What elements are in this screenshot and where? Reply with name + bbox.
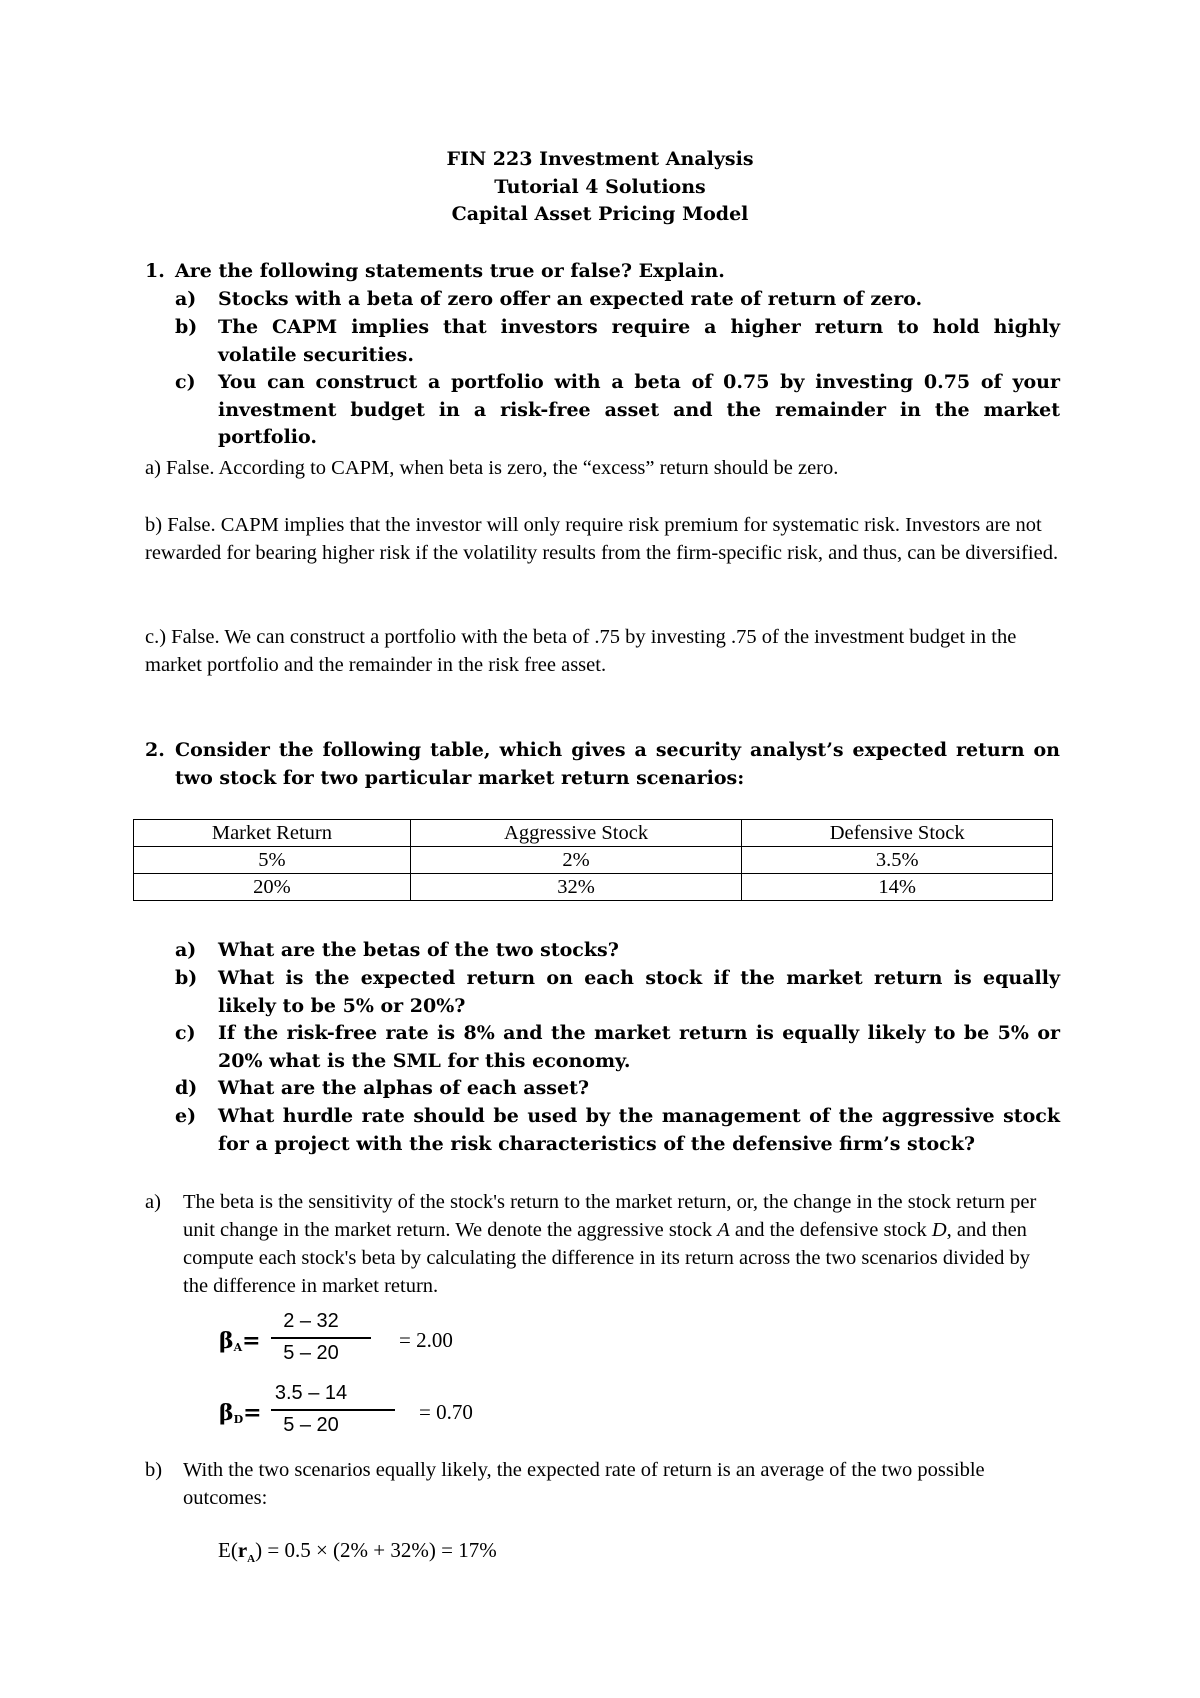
table-header-row [134, 820, 1053, 847]
topic-title: Capital Asset Pricing Model [451, 203, 749, 225]
answer-1b: b) False. CAPM implies that the investor will only require risk premium for systematic risk. Investors are not rewarded for bearing higher risk if the volatility results from the firm-specific risk, and thus, can be diversified. [145, 514, 1059, 564]
question-number: 1. [145, 260, 165, 282]
answer-label: b) [145, 1459, 163, 1481]
beta-a-fraction-bar [271, 1337, 371, 1339]
formula-part: ) = 0.5 × (2% + 32%) = 17% [255, 1538, 497, 1562]
beta-a-numerator: 2 – 32 [283, 1310, 339, 1332]
item-label: e) [175, 1105, 197, 1127]
table-cell: 20% [134, 874, 411, 901]
question-number: 2. [145, 739, 165, 761]
table-cell: 32% [410, 874, 742, 901]
table-cell: 2% [410, 847, 742, 874]
item-text: What is the expected return on each stock if the market return is equally likely to be 5% or 20%? [218, 967, 1060, 1017]
answer-text [183, 1188, 1060, 1300]
table-cell: 5% [134, 847, 411, 874]
beta-a-result: = 2.00 [399, 1328, 453, 1352]
beta-d-numerator: 3.5 – 14 [274, 1382, 348, 1404]
beta-subscript: D [233, 1413, 244, 1426]
beta-d-label [219, 1400, 262, 1426]
beta-a-denominator: 5 – 20 [283, 1342, 339, 1364]
question-text: Are the following statements true or false? Explain. [175, 260, 725, 282]
table-row [134, 847, 1053, 874]
table-header-cell: Aggressive Stock [410, 820, 742, 847]
expected-return-formula [218, 1538, 497, 1565]
equals-sign: = [243, 1400, 262, 1426]
answer-text-part: and the defensive stock [729, 1219, 932, 1241]
item-text: The CAPM implies that investors require a higher return to hold highly volatile securities. [218, 316, 1060, 366]
item-label: a) [175, 288, 197, 310]
beta-subscript: A [233, 1341, 243, 1354]
beta-symbol: β [219, 1400, 234, 1426]
document-header [0, 146, 1200, 229]
answer-text: With the two scenarios equally likely, the expected rate of return is an average of the two possible outcomes: [183, 1459, 985, 1509]
equals-sign: = [242, 1328, 261, 1354]
tutorial-title: Tutorial 4 Solutions [494, 175, 706, 198]
answer-1a: a) False. According to CAPM, when beta is zero, the “excess” return should be zero. [145, 457, 839, 479]
item-label: c) [175, 371, 196, 393]
item-text: What are the alphas of each asset? [218, 1077, 589, 1099]
beta-d-denominator: 5 – 20 [283, 1414, 339, 1436]
item-text: If the risk-free rate is 8% and the market return is equally likely to be 5% or 20% what is the SML for this economy. [218, 1022, 1060, 1072]
beta-symbol: β [219, 1328, 234, 1354]
stock-a-symbol: A [717, 1219, 730, 1241]
item-text: What are the betas of the two stocks? [218, 939, 619, 961]
return-subscript: A [247, 1553, 256, 1566]
item-label: c) [175, 1022, 196, 1044]
returns-table [133, 819, 1053, 901]
beta-a-label [219, 1328, 261, 1354]
item-text: You can construct a portfolio with a beta of 0.75 by investing 0.75 of your investment budget in a risk-free asset and the remainder in the market portfolio. [218, 371, 1060, 448]
table-cell: 14% [742, 874, 1053, 901]
table-cell: 3.5% [742, 847, 1053, 874]
answer-text-part: The beta is the sensitivity of the stock's return to the market return, or, the change in the stock return per unit change in the market return. We denote the aggressive stock [183, 1191, 1037, 1241]
item-label: d) [175, 1077, 198, 1099]
table-header-cell: Defensive Stock [742, 820, 1053, 847]
answer-1c: c.) False. We can construct a portfolio with the beta of .75 by investing .75 of the investment budget in the market portfolio and the remainder in the risk free asset. [145, 626, 1017, 676]
formula-part: E( [218, 1538, 238, 1562]
beta-d-fraction-bar [271, 1409, 395, 1411]
return-symbol: r [237, 1538, 248, 1562]
table-header-cell: Market Return [134, 820, 411, 847]
item-label: a) [175, 939, 197, 961]
item-label: b) [175, 967, 198, 989]
beta-d-result: = 0.70 [419, 1400, 473, 1424]
table-row [134, 874, 1053, 901]
item-text: What hurdle rate should be used by the management of the aggressive stock for a project with the risk characteristics of the defensive firm’s stock? [218, 1105, 1060, 1155]
question-text: Consider the following table, which gives a security analyst’s expected return on two stock for two particular market return scenarios: [175, 739, 1060, 789]
stock-d-symbol: D [931, 1219, 947, 1241]
answer-text-part: , and then compute each stock's beta by calculating the difference in its return across the two scenarios divided by the difference in market return. [183, 1219, 1030, 1297]
course-title: FIN 223 Investment Analysis [446, 148, 754, 170]
item-text: Stocks with a beta of zero offer an expected rate of return of zero. [218, 288, 923, 310]
answer-label: a) [145, 1191, 161, 1213]
item-label: b) [175, 316, 198, 338]
